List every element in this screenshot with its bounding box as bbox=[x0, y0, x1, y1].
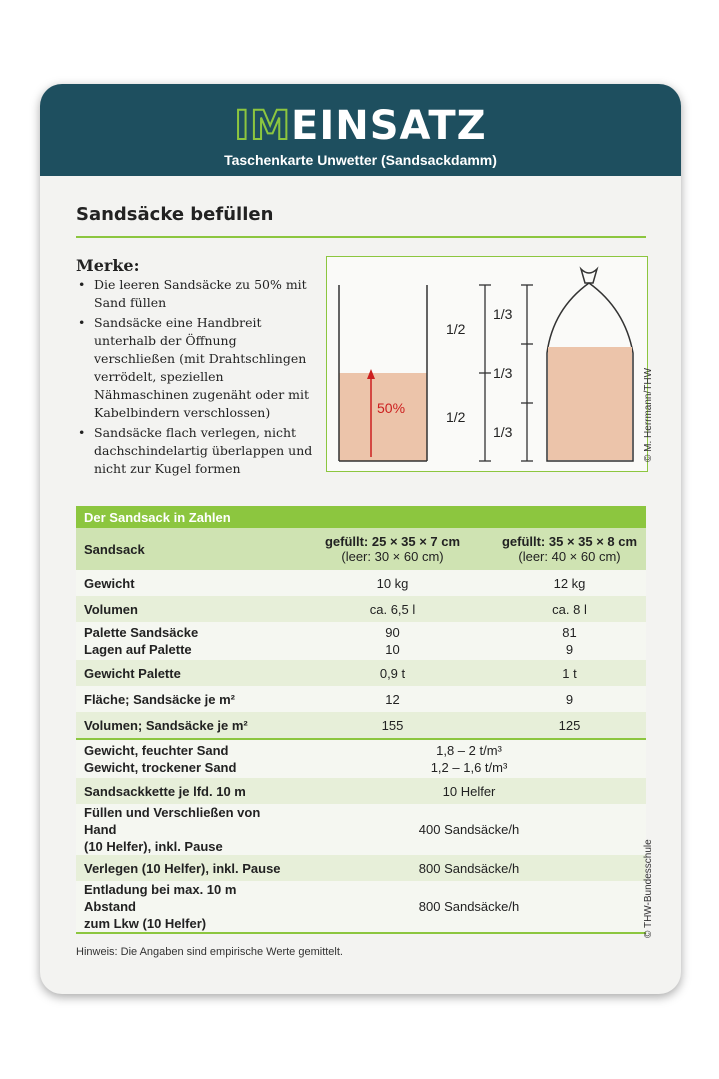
row-value: 125 bbox=[493, 712, 646, 739]
illustration-credit: © M. Herrmann/THW bbox=[643, 367, 654, 462]
bag-tie-knot bbox=[581, 269, 597, 283]
card-subtitle: Taschenkarte Unwetter (Sandsackdamm) bbox=[224, 152, 497, 168]
row-label: Volumen; Sandsäcke je m² bbox=[76, 712, 292, 739]
merke-item: • Die leeren Sandsäcke zu 50% mit Sand füllen bbox=[76, 276, 316, 312]
row-value bbox=[292, 622, 493, 660]
merke-list bbox=[76, 276, 316, 480]
brand-im: IM bbox=[234, 103, 292, 149]
sand-fill-left bbox=[339, 373, 427, 461]
facts-table bbox=[76, 506, 646, 934]
table-row bbox=[76, 881, 646, 933]
row-label-line: Gewicht, trockener Sand bbox=[84, 760, 237, 775]
sand-fill-right bbox=[548, 347, 632, 460]
row-value: 155 bbox=[292, 712, 493, 739]
table-row bbox=[76, 686, 646, 712]
row-value: 12 bbox=[292, 686, 493, 712]
row-value bbox=[292, 739, 646, 778]
merke-heading: Merke: bbox=[76, 256, 140, 275]
card-header bbox=[40, 84, 681, 176]
fill-percent-label: 50% bbox=[377, 400, 406, 416]
table-row bbox=[76, 739, 646, 778]
pocket-card bbox=[40, 84, 681, 994]
row-value-line: 1,8 – 2 t/m³ bbox=[436, 743, 502, 758]
row-value: 800 Sandsäcke/h bbox=[292, 881, 646, 933]
row-label: Gewicht bbox=[76, 570, 292, 596]
table-title-row bbox=[76, 506, 646, 528]
header-col2-main: gefüllt: 35 × 35 × 8 cm bbox=[501, 534, 638, 549]
row-value: 10 kg bbox=[292, 570, 493, 596]
footnote: Hinweis: Die Angaben sind empirische Werte gemittelt. bbox=[76, 946, 343, 958]
merke-item: • Sandsäcke eine Handbreit unterhalb der Öffnung verschließen (mit Drahtschlingen verrödelt, speziellen Nähmaschinen zugenäht oder mit Kabelbindern verschlossen) bbox=[76, 314, 316, 422]
row-label: Fläche; Sandsäcke je m² bbox=[76, 686, 292, 712]
table-title: Der Sandsack in Zahlen bbox=[76, 506, 646, 528]
row-label-line: Palette Sandsäcke bbox=[84, 625, 199, 640]
row-label-line: zum Lkw (10 Helfer) bbox=[84, 916, 207, 931]
row-value-line: 9 bbox=[565, 642, 574, 657]
row-value: ca. 8 l bbox=[493, 596, 646, 622]
third-label-2: 1/3 bbox=[493, 365, 513, 381]
row-value-line: 1,2 – 1,6 t/m³ bbox=[430, 760, 508, 775]
row-label-line: Entladung bei max. 10 m Abstand bbox=[84, 882, 237, 914]
table-row bbox=[76, 622, 646, 660]
row-label: Volumen bbox=[76, 596, 292, 622]
section-divider bbox=[76, 236, 646, 238]
row-label-line: Gewicht, feuchter Sand bbox=[84, 743, 229, 758]
row-value: ca. 6,5 l bbox=[292, 596, 493, 622]
table-header-row bbox=[76, 528, 646, 570]
row-label bbox=[76, 739, 292, 778]
row-value: 800 Sandsäcke/h bbox=[292, 855, 646, 881]
row-value-line: 10 bbox=[385, 642, 400, 657]
table-row bbox=[76, 778, 646, 804]
table-row bbox=[76, 660, 646, 686]
row-label-line: Lagen auf Palette bbox=[84, 642, 192, 657]
half-label-bottom: 1/2 bbox=[446, 409, 466, 425]
table-credit: © THW-Bundesschule bbox=[643, 839, 654, 938]
third-label-1: 1/3 bbox=[493, 306, 513, 322]
row-label bbox=[76, 804, 292, 855]
row-value: 9 bbox=[493, 686, 646, 712]
table-row bbox=[76, 712, 646, 739]
header-col2-sub: (leer: 40 × 60 cm) bbox=[518, 549, 621, 564]
row-value bbox=[493, 622, 646, 660]
row-value: 0,9 t bbox=[292, 660, 493, 686]
section-title: Sandsäcke befüllen bbox=[76, 204, 274, 225]
table-row bbox=[76, 596, 646, 622]
row-label bbox=[76, 622, 292, 660]
table-row bbox=[76, 855, 646, 881]
third-label-3: 1/3 bbox=[493, 424, 513, 440]
header-col2 bbox=[493, 528, 646, 570]
half-label-top: 1/2 bbox=[446, 321, 466, 337]
merke-item: • Sandsäcke flach verlegen, nicht dachschindelartig überlappen und nicht zur Kugel formen bbox=[76, 424, 316, 478]
row-label: Verlegen (10 Helfer), inkl. Pause bbox=[76, 855, 292, 881]
row-value: 12 kg bbox=[493, 570, 646, 596]
row-value-line: 81 bbox=[562, 625, 577, 640]
row-value: 10 Helfer bbox=[292, 778, 646, 804]
row-value: 1 t bbox=[493, 660, 646, 686]
header-col1 bbox=[292, 528, 493, 570]
brand-logo bbox=[40, 103, 681, 149]
row-value: 400 Sandsäcke/h bbox=[292, 804, 646, 855]
row-value-line: 90 bbox=[385, 625, 400, 640]
row-label: Sandsackkette je lfd. 10 m bbox=[76, 778, 292, 804]
brand-einsatz: EINSATZ bbox=[291, 103, 487, 149]
row-label bbox=[76, 881, 292, 933]
sandbag-illustration bbox=[326, 256, 648, 472]
sandbag-diagram bbox=[327, 257, 647, 471]
header-col1-main: gefüllt: 25 × 35 × 7 cm bbox=[324, 534, 461, 549]
row-label-line: (10 Helfer), inkl. Pause bbox=[84, 839, 223, 854]
row-label: Gewicht Palette bbox=[76, 660, 292, 686]
row-label-line: Füllen und Verschließen von Hand bbox=[84, 805, 261, 837]
table-row bbox=[76, 570, 646, 596]
header-label: Sandsack bbox=[76, 528, 292, 570]
header-col1-sub: (leer: 30 × 60 cm) bbox=[341, 549, 444, 564]
facts-table-wrapper bbox=[76, 506, 646, 934]
table-row bbox=[76, 804, 646, 855]
